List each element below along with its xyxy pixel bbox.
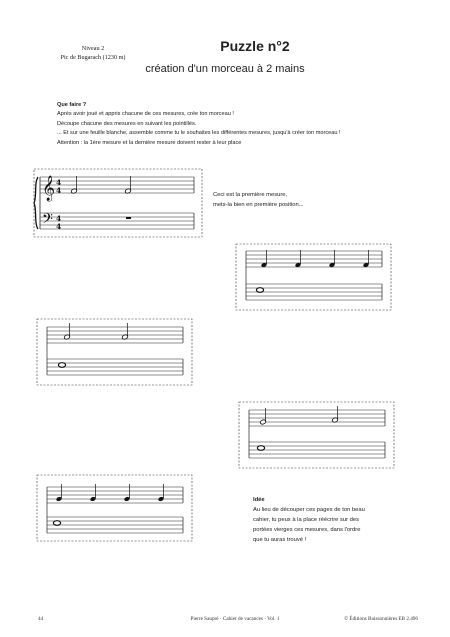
- quarter-note-icon: [90, 484, 97, 502]
- treble-staff: [249, 410, 385, 426]
- measure-quarters-left: [37, 475, 195, 543]
- half-note-icon: [122, 323, 129, 340]
- time-signature-icon: 4: [56, 186, 62, 195]
- note-line: mets-la bien en première position...: [213, 202, 304, 208]
- bass-staff: [246, 284, 382, 300]
- page-title: Puzzle n°2: [220, 38, 290, 54]
- note-line: Ceci est la première mesure,: [213, 192, 288, 198]
- idea-heading: Idée: [253, 497, 265, 503]
- quarter-note-icon: [124, 484, 131, 502]
- level-label: Niveau 2: [81, 45, 105, 52]
- idea-line: que tu auras trouvé !: [253, 537, 307, 543]
- bass-clef-icon: 𝄢: [42, 211, 53, 231]
- measure-halves-left: [37, 319, 195, 387]
- idea-line: cahier, tu peux à la place réécrire sur des: [253, 517, 360, 523]
- bass-staff: [40, 213, 194, 229]
- whole-rest-icon: [126, 217, 131, 219]
- whole-note-icon: [257, 446, 264, 451]
- treble-clef-icon: 𝄞: [42, 176, 56, 201]
- time-signature-icon: 4: [56, 222, 62, 231]
- first-measure-note: [213, 190, 363, 210]
- instruction-line: Attention : la 1ère mesure et la dernière mesure doivent rester à leur place: [57, 139, 242, 146]
- treble-staff: [40, 177, 194, 193]
- footer-publisher: © Éditions Buissonnières EB 2.496: [344, 616, 418, 622]
- whole-note-icon: [53, 521, 60, 526]
- instructions-heading: Que faire ?: [57, 102, 87, 108]
- level-info: [54, 44, 132, 62]
- half-note-icon: [260, 408, 267, 425]
- idea-line: portées vierges ces mesures, dans l'ordre: [253, 527, 361, 533]
- measure-first: [34, 169, 204, 239]
- treble-staff: [47, 487, 183, 503]
- whole-note-icon: [58, 363, 65, 368]
- quarter-note-icon: [158, 484, 165, 502]
- instruction-line: Après avoir joué et appris chacune de ces mesures, crée ton morceau !: [57, 111, 234, 118]
- bass-staff: [47, 359, 183, 375]
- brace-icon: [34, 177, 38, 229]
- page-subtitle: création d'un morceau à 2 mains: [145, 63, 305, 75]
- idea-block: [253, 495, 413, 545]
- time-signature-icon: 4: [56, 178, 62, 187]
- footer-author: Pierre Saupré · Cahier de vacances · Vol. 1: [190, 616, 280, 622]
- quarter-note-icon: [56, 484, 63, 502]
- instruction-line: Découpe chacune des mesures en suivant les pointillés.: [57, 120, 197, 127]
- location-label: Pic de Bugarach (1230 m): [60, 54, 126, 61]
- instruction-line: ... Et sur une feuille blanche, assemble comme tu le souhaites les différentes mesures, jusqu'à créer ton morceau !: [57, 130, 341, 137]
- bass-staff: [249, 442, 385, 458]
- idea-line: Au lieu de découper ces pages de ton beau: [253, 507, 365, 513]
- half-note-icon: [64, 323, 71, 340]
- half-note-icon: [332, 406, 339, 423]
- measure-quarters-right: [236, 244, 394, 312]
- cut-line: [37, 475, 192, 541]
- page-number: 44: [38, 616, 44, 622]
- instructions-block: [57, 101, 417, 148]
- bass-staff: [47, 517, 183, 533]
- whole-note-icon: [256, 288, 263, 293]
- time-signature-icon: 4: [56, 214, 62, 223]
- measure-halves-right: [239, 402, 397, 470]
